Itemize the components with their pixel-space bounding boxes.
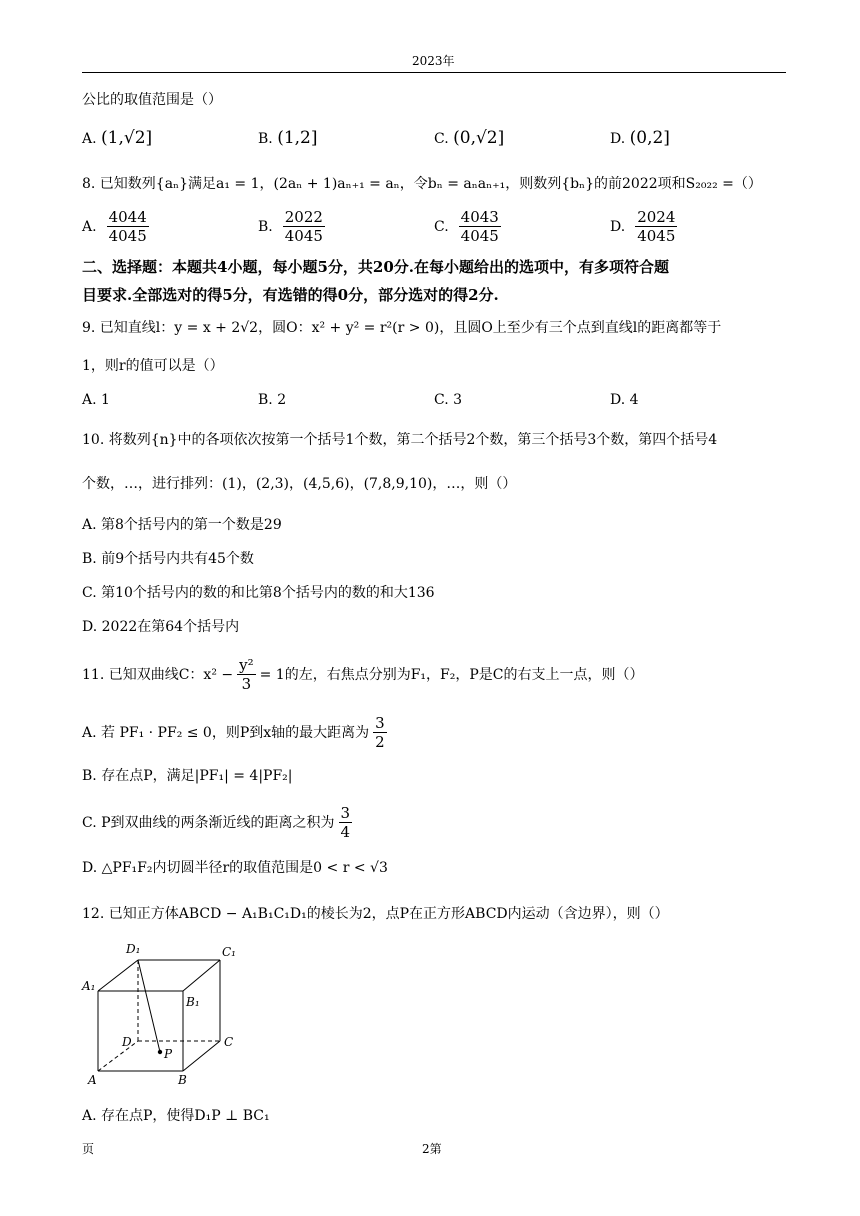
q12-option-a: A. 存在点P，使得D₁P ⊥ BC₁ [82, 1108, 270, 1124]
q11-option-b: B. 存在点P，满足|PF₁| = 4|PF₂| [82, 768, 293, 784]
q8-option-c: C. $\frac{4043}{4045}$ [434, 208, 499, 245]
q11-stem: 11. 已知双曲线C：x² − $\frac{\text{y²}}{3}$ = 1的左，右焦点分别为F₁，F₂，P是C的右支上一点，则（） [82, 656, 644, 693]
section2-heading-line1: 二、选择题：本题共4小题，每小题5分，共20分.在每小题给出的选项中，有多项符合题 [82, 258, 669, 276]
page-header-year: 2023年 [412, 54, 455, 68]
q10-stem-line2: 个数，…，进行排列：(1)，(2,3)，(4,5,6)，(7,8,9,10)，…，则（） [82, 476, 517, 492]
label-p: P [164, 1047, 173, 1061]
q10-option-d: D. 2022在第64个括号内 [82, 619, 240, 635]
label-c: C [224, 1035, 234, 1049]
footer-left: 页 [82, 1142, 95, 1156]
q7-option-b: B. (1,2] [258, 128, 318, 148]
q9-option-d: D. 4 [610, 392, 639, 408]
q11-option-c: C. P到双曲线的两条渐近线的距离之积为 $\frac{3}{4}$ [82, 804, 351, 841]
q9-stem-line1: 9. 已知直线l：y = x + 2√2，圆O：x² + y² = r²(r > 0)，且圆O上至少有三个点到直线l的距离都等于 [82, 320, 722, 336]
q12-stem: 12. 已知正方体ABCD − A₁B₁C₁D₁的棱长为2，点P在正方形ABCD内运动（含边界），则（） [82, 906, 669, 922]
footer-page-number: 2第 [422, 1142, 442, 1156]
q7-option-c: C. (0,√2] [434, 128, 505, 148]
q8-stem: 8. 已知数列{aₙ}满足a₁ = 1，(2aₙ + 1)aₙ₊₁ = aₙ，令bₙ = aₙaₙ₊₁，则数列{bₙ}的前2022项和S₂₀₂₂ =（） [82, 176, 762, 192]
q8-option-d: D. $\frac{2024}{4045}$ [610, 208, 676, 245]
q7-tail-text: 公比的取值范围是（） [82, 92, 222, 108]
label-c1: C₁ [222, 945, 236, 959]
q10-option-a: A. 第8个括号内的第一个数是29 [82, 517, 282, 533]
q7-option-a: A. (1,√2] [82, 128, 153, 148]
label-b1: B₁ [186, 995, 200, 1009]
q9-option-a: A. 1 [82, 392, 110, 408]
q11-option-a: A. 若 PF₁ · PF₂ ≤ 0，则P到x轴的最大距离为 $\frac{3}{2}$ [82, 714, 385, 751]
label-d1: D₁ [126, 942, 141, 956]
label-a1: A₁ [82, 979, 96, 993]
q11-option-d: D. △PF₁F₂内切圆半径r的取值范围是0 < r < √3 [82, 860, 388, 876]
label-a: A [88, 1073, 97, 1087]
label-d: D [122, 1035, 132, 1049]
q10-option-c: C. 第10个括号内的数的和比第8个括号内的数的和大136 [82, 585, 435, 601]
q8-option-a: A. $\frac{4044}{4045}$ [82, 208, 147, 245]
header-divider [82, 72, 786, 73]
q9-option-c: C. 3 [434, 392, 463, 408]
q8-option-b: B. $\frac{2022}{4045}$ [258, 208, 323, 245]
q9-option-b: B. 2 [258, 392, 287, 408]
cube-figure [80, 938, 250, 1090]
q7-option-d: D. (0,2] [610, 128, 670, 148]
q9-stem-line2: 1，则r的值可以是（） [82, 358, 224, 374]
q10-option-b: B. 前9个括号内共有45个数 [82, 551, 254, 567]
section2-heading-line2: 目要求.全部选对的得5分，有选错的得0分，部分选对的得2分. [82, 286, 499, 304]
q10-stem-line1: 10. 将数列{n}中的各项依次按第一个括号1个数，第二个括号2个数，第三个括号3个数，第四个括号4 [82, 432, 718, 448]
label-b: B [178, 1073, 187, 1087]
